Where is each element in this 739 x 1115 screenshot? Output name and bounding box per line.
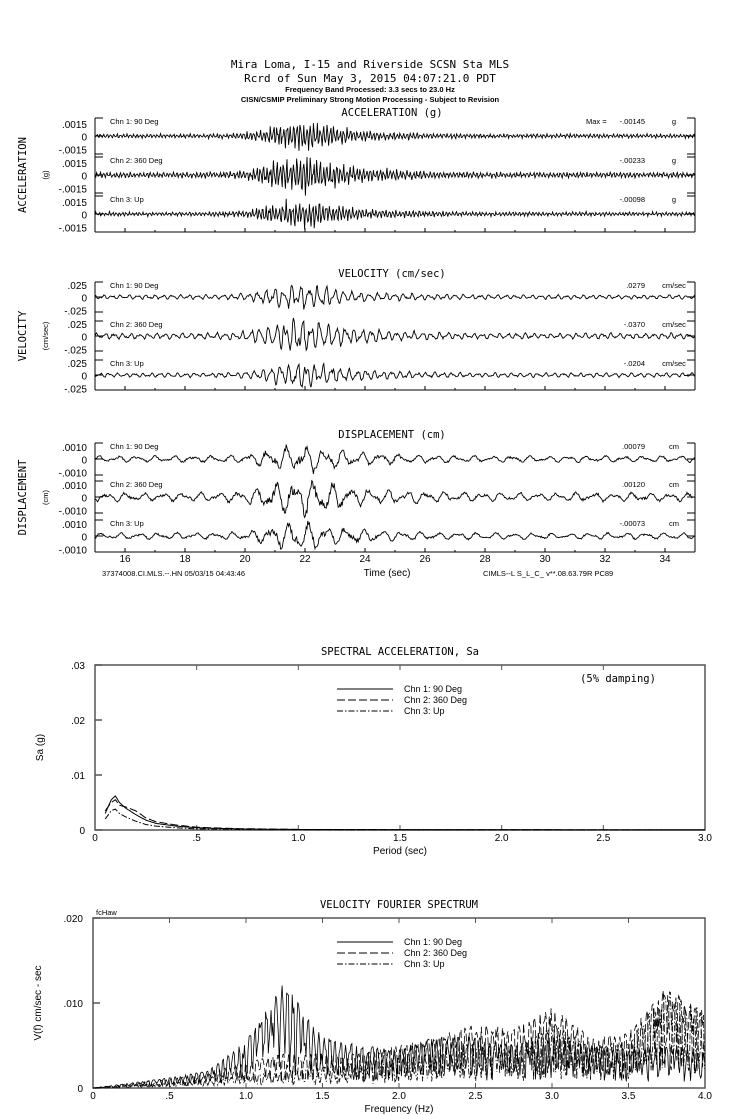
legend-label: Chn 1: 90 Deg <box>404 684 463 694</box>
y-tick-label-zero: 0 <box>81 493 87 505</box>
legend-label: Chn 3: Up <box>404 706 445 716</box>
channel-peak-value: -.00098 <box>619 195 645 204</box>
time-tick-label: 32 <box>599 554 611 565</box>
header-station: Mira Loma, I-15 and Riverside SCSN Sta MLS <box>230 58 510 71</box>
waveform-trace <box>95 481 695 518</box>
x-tick-label: 0 <box>90 1091 96 1102</box>
max-label: Max = <box>586 117 607 126</box>
y-tick-label-bottom: -.0015 <box>58 184 87 196</box>
channel-peak-unit: cm <box>669 480 679 489</box>
chart-title: SPECTRAL ACCELERATION, Sa <box>320 646 480 658</box>
waveform-trace <box>95 157 695 196</box>
channel-peak-value: -.00145 <box>619 117 645 126</box>
channel-label: Chn 1: 90 Deg <box>110 281 159 290</box>
legend-label: Chn 3: Up <box>404 959 445 969</box>
channel-label: Chn 3: Up <box>110 195 144 204</box>
y-tick-label-top: .025 <box>67 281 87 292</box>
y-axis-label: ACCELERATION <box>17 137 29 213</box>
x-tick-label: 1.5 <box>315 1091 330 1102</box>
x-tick-label: 1.0 <box>239 1091 253 1102</box>
section-title: VELOCITY (cm/sec) <box>338 268 446 280</box>
channel-label: Chn 2: 360 Deg <box>110 320 163 329</box>
x-tick-label: .5 <box>165 1091 174 1102</box>
series-line-2 <box>105 800 705 830</box>
header-frequency-band: Frequency Band Processed: 3.3 secs to 23.0 Hz <box>285 85 455 94</box>
chart-title: VELOCITY FOURIER SPECTRUM <box>319 899 479 911</box>
y-tick-label-zero: 0 <box>81 210 87 222</box>
y-tick-label-top: .0015 <box>61 120 87 131</box>
y-axis-unit: (cm) <box>41 490 50 505</box>
time-tick-label: 16 <box>119 554 131 565</box>
channel-label: Chn 2: 360 Deg <box>110 156 163 165</box>
y-tick-label-zero: 0 <box>81 293 87 305</box>
time-tick-label: 30 <box>539 554 551 565</box>
corner-label: fcHaw <box>96 908 117 917</box>
y-tick-label-bottom: -.025 <box>64 384 87 396</box>
y-tick-label-bottom: -.0015 <box>58 145 87 157</box>
channel-peak-value: -.00233 <box>619 156 645 165</box>
channel-label: Chn 3: Up <box>110 519 144 528</box>
channel-peak-value: -.00073 <box>619 519 645 528</box>
y-tick-label: .010 <box>63 999 83 1010</box>
channel-peak-value: .0279 <box>626 281 645 290</box>
time-tick-label: 22 <box>299 554 311 565</box>
y-tick-label-top: .0010 <box>61 481 87 492</box>
y-tick-label: .02 <box>71 716 85 727</box>
channel-peak-unit: g <box>671 117 677 126</box>
spectral-acceleration-chart <box>35 646 712 857</box>
time-tick-label: 26 <box>419 554 431 565</box>
y-tick-label-top: .0015 <box>61 159 87 170</box>
y-tick-label: .020 <box>63 914 83 925</box>
x-axis-label: Frequency (Hz) <box>364 1104 434 1115</box>
y-tick-label-zero: 0 <box>81 532 87 544</box>
y-tick-label-bottom: -.0010 <box>58 545 87 557</box>
channel-label: Chn 1: 90 Deg <box>110 117 159 126</box>
y-tick-label-bottom: -.0015 <box>58 223 87 235</box>
x-tick-label: 3.0 <box>545 1091 559 1102</box>
x-tick-label: .5 <box>192 833 201 844</box>
channel-label: Chn 2: 360 Deg <box>110 480 163 489</box>
y-tick-label: .01 <box>71 771 85 782</box>
y-tick-label-zero: 0 <box>81 132 87 144</box>
y-tick-label-top: .025 <box>67 359 87 370</box>
x-tick-label: 2.5 <box>596 833 611 844</box>
channel-peak-unit: cm <box>669 519 679 528</box>
y-tick-label-bottom: -.0010 <box>58 506 87 518</box>
y-tick-label: .03 <box>71 661 85 672</box>
time-series-plots <box>17 107 695 579</box>
time-axis-label: Time (sec) <box>363 568 411 579</box>
legend-label: Chn 2: 360 Deg <box>404 695 468 705</box>
y-tick-label-top: .0010 <box>61 443 87 454</box>
x-tick-label: 0 <box>92 833 98 844</box>
channel-peak-unit: cm/sec <box>662 281 686 290</box>
time-tick-label: 24 <box>359 554 371 565</box>
series-line-2 <box>93 991 704 1089</box>
channel-peak-value: -.0370 <box>623 320 645 329</box>
waveform-trace <box>95 318 695 351</box>
x-tick-label: 3.5 <box>621 1091 636 1102</box>
y-tick-label-zero: 0 <box>81 371 87 383</box>
series-line-1 <box>105 796 705 830</box>
time-tick-label: 28 <box>479 554 491 565</box>
channel-label: Chn 3: Up <box>110 359 144 368</box>
y-tick-label-top: .025 <box>67 320 87 331</box>
y-tick-label: 0 <box>77 1084 83 1095</box>
channel-peak-unit: g <box>671 195 677 204</box>
y-tick-label-bottom: -.025 <box>64 345 87 357</box>
x-tick-label: 2.0 <box>392 1091 406 1102</box>
time-tick-label: 20 <box>239 554 251 565</box>
channel-peak-unit: cm/sec <box>662 359 686 368</box>
y-tick-label-top: .0015 <box>61 198 87 209</box>
y-tick-label-zero: 0 <box>81 455 87 467</box>
legend-label: Chn 1: 90 Deg <box>404 937 463 947</box>
channel-label: Chn 1: 90 Deg <box>110 442 159 451</box>
y-axis-label: V(f) cm/sec - sec <box>33 965 44 1041</box>
footer-record-id: 37374008.CI.MLS.--.HN 05/03/15 04:43:46 <box>102 569 246 578</box>
y-axis-label: Sa (g) <box>35 733 46 762</box>
y-tick-label: 0 <box>79 826 85 837</box>
time-tick-label: 18 <box>179 554 191 565</box>
y-tick-label-zero: 0 <box>81 171 87 183</box>
waveform-trace <box>95 445 695 474</box>
waveform-trace <box>95 199 695 229</box>
y-axis-unit: (g) <box>41 170 50 180</box>
damping-note: (5% damping) <box>580 673 656 685</box>
plot-frame <box>95 665 705 830</box>
header-record-time: Rcrd of Sun May 3, 2015 04:07:21.0 PDT <box>244 72 496 85</box>
y-tick-label-bottom: -.0010 <box>58 468 87 480</box>
channel-peak-unit: cm <box>669 442 679 451</box>
x-axis-label: Period (sec) <box>373 846 427 857</box>
time-tick-label: 34 <box>659 554 671 565</box>
footer-processing-id: CIMLS--L S_L_C_ v**.08.63.79R PC89 <box>483 569 614 578</box>
waveform-trace <box>95 123 695 151</box>
y-tick-label-zero: 0 <box>81 332 87 344</box>
fourier-spectrum-chart <box>33 899 712 1115</box>
y-axis-unit: (cm/sec) <box>41 321 50 351</box>
channel-peak-value: .00079 <box>622 442 645 451</box>
y-axis-label: VELOCITY <box>17 310 29 362</box>
channel-peak-unit: cm/sec <box>662 320 686 329</box>
waveform-trace <box>95 285 695 309</box>
channel-peak-value: -.0204 <box>623 359 645 368</box>
legend-label: Chn 2: 360 Deg <box>404 948 468 958</box>
section-title: ACCELERATION (g) <box>341 107 443 119</box>
y-axis-label: DISPLACEMENT <box>17 459 29 536</box>
waveform-trace <box>95 364 695 388</box>
waveform-trace <box>95 521 695 549</box>
header-processing-note: CISN/CSMIP Preliminary Strong Motion Processing - Subject to Revision <box>240 95 500 104</box>
channel-peak-value: .00120 <box>622 480 645 489</box>
x-tick-label: 1.5 <box>393 833 407 844</box>
x-tick-label: 3.0 <box>698 833 712 844</box>
y-tick-label-bottom: -.025 <box>64 306 87 318</box>
section-title: DISPLACEMENT (cm) <box>338 429 446 441</box>
x-tick-label: 2.5 <box>468 1091 483 1102</box>
y-tick-label-top: .0010 <box>61 520 87 531</box>
x-tick-label: 4.0 <box>698 1091 712 1102</box>
x-tick-label: 1.0 <box>291 833 306 844</box>
x-tick-label: 2.0 <box>494 833 509 844</box>
channel-peak-unit: g <box>671 156 677 165</box>
